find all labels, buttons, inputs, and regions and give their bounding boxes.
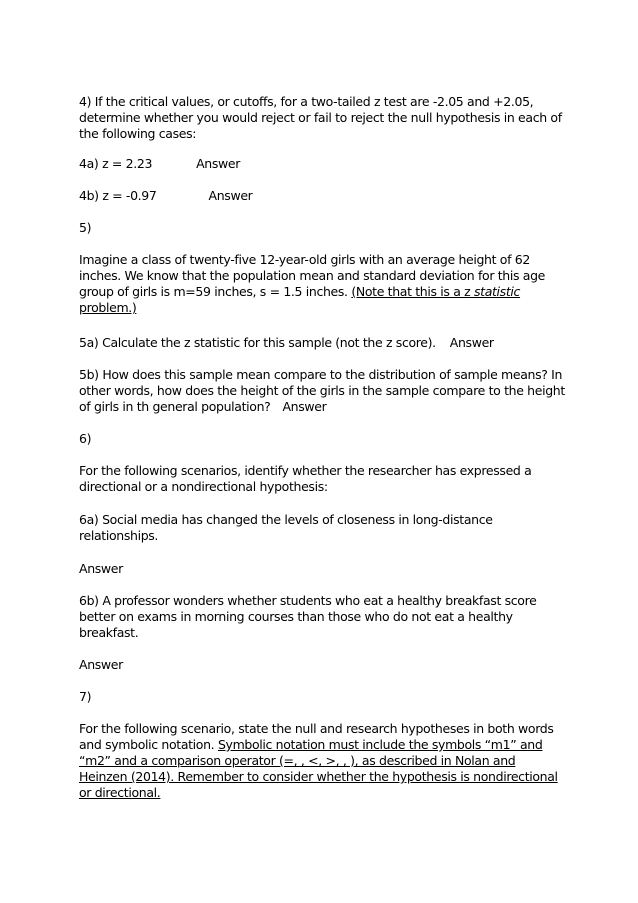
q7-paragraph [79, 721, 565, 801]
q4b-label: 4b) z = -0.97 [79, 188, 157, 203]
q4a-answer[interactable]: Answer [196, 156, 241, 171]
q6a-text: 6a) Social media has changed the levels of closeness in long-distance relationships. [79, 512, 493, 543]
q5-note-italic: statistic [473, 284, 521, 299]
q5b-answer[interactable]: Answer [282, 399, 327, 414]
q5b-text: 5b) How does this sample mean compare to the distribution of sample means? In other words, how does the height of the girls in the sample compare to the height of girls in th general population? [79, 367, 565, 414]
q7-intro: For the following scenario, state the null and research hypotheses in both words and symbolic notation. [79, 721, 554, 752]
q5-note-prefix: (Note that this is a z [351, 284, 471, 299]
q6a-answer[interactable]: Answer [79, 561, 123, 576]
q7-underlined-note: Symbolic notation must include the symbols “m1” and “m2” and a comparison operator (=, , <, >, , ), as described in Nolan and Heinzen (2014). Remember to consider whether the hypothesis is nondirectional or directional. [79, 737, 558, 800]
q4b-answer[interactable]: Answer [208, 188, 253, 203]
q5-intro-paragraph [79, 252, 565, 316]
q5-note-suffix: problem.) [79, 300, 137, 315]
q7-number: 7) [79, 689, 92, 704]
q4-intro: 4) If the critical values, or cutoffs, for a two-tailed z test are -2.05 and +2.05, determine whether you would reject or fail to reject the null hypothesis in each of the following cases: [79, 94, 562, 141]
q6-number: 6) [79, 431, 92, 446]
q4a-label: 4a) z = 2.23 [79, 156, 153, 171]
q4a-line [79, 156, 565, 172]
q6b-text: 6b) A professor wonders whether students who eat a healthy breakfast score better on exams in morning courses than those who do not eat a healthy breakfast. [79, 593, 537, 640]
q5-intro: Imagine a class of twenty-five 12-year-old girls with an average height of 62 inches. We know that the population mean and standard deviation for this age group of girls is m=59 inches, s = 1.5 inches. [79, 252, 546, 299]
q5a-answer[interactable]: Answer [449, 335, 494, 350]
q5a-text: 5a) Calculate the z statistic for this sample (not the z score). [79, 335, 436, 350]
q6-intro: For the following scenarios, identify whether the researcher has expressed a directional or a nondirectional hypothesis: [79, 463, 532, 494]
q6b-answer[interactable]: Answer [79, 657, 123, 672]
q5b-paragraph [79, 367, 565, 415]
q4b-line [79, 188, 565, 204]
q5-number: 5) [79, 220, 92, 235]
q5a-line [79, 335, 565, 351]
